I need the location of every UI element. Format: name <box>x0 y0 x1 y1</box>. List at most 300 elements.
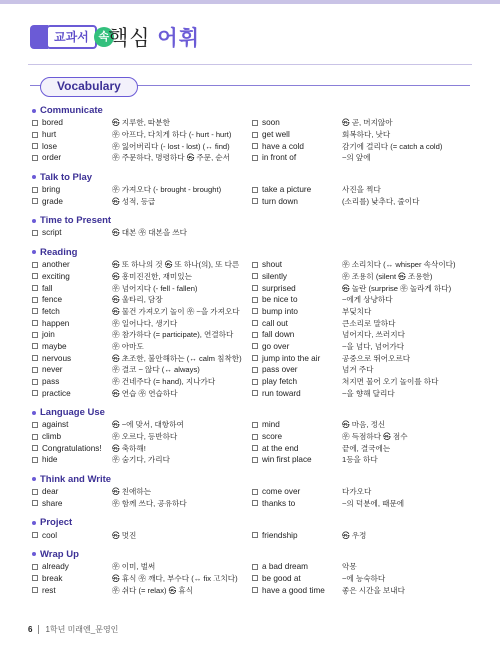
checkbox[interactable] <box>32 564 38 570</box>
vocab-meaning-text: (소리를) 낮추다, 줄이다 <box>342 196 420 206</box>
checkbox[interactable] <box>32 132 38 138</box>
vocab-meaning <box>112 376 252 387</box>
vocab-meaning <box>112 353 252 364</box>
vocab-meaning <box>112 443 252 454</box>
vocab-word-text: break <box>42 573 63 583</box>
vocab-word-text: have a cold <box>262 141 304 151</box>
vocab-word-text: win first place <box>262 455 312 465</box>
checkbox[interactable] <box>252 262 258 268</box>
vocab-meaning <box>112 196 252 207</box>
vocab-word-text: order <box>42 153 62 163</box>
vocab-row <box>32 376 472 388</box>
vocab-word <box>32 330 112 339</box>
vocab-meaning <box>112 431 252 442</box>
checkbox[interactable] <box>252 500 258 506</box>
checkbox[interactable] <box>32 422 38 428</box>
section-title <box>32 246 472 259</box>
vocab-meaning-text: ~에 능숙하다 <box>342 573 386 583</box>
checkbox[interactable] <box>252 285 258 291</box>
checkbox[interactable] <box>252 457 258 463</box>
vocab-word-text: grade <box>42 196 63 206</box>
section-title-text: Project <box>40 517 73 529</box>
vocab-word-text: have a good time <box>262 585 325 595</box>
vocab-word-text: Congratulations! <box>42 443 102 453</box>
vocab-word <box>252 118 342 127</box>
vocab-word-text: soon <box>262 118 280 128</box>
vocab-word <box>252 444 342 453</box>
vocab-row <box>32 329 472 341</box>
vocab-word <box>32 307 112 316</box>
vocab-word <box>32 342 112 351</box>
vocab-row <box>32 498 472 510</box>
checkbox[interactable] <box>252 198 258 204</box>
vocab-word-text: come over <box>262 487 301 497</box>
vocab-meaning-text: 1등을 하다 <box>342 455 378 465</box>
vocab-meaning-text: ㉿ 울타리, 담장 <box>112 295 163 305</box>
vocab-meaning <box>342 353 472 364</box>
vocab-word <box>32 444 112 453</box>
vocab-meaning-text: ㉾ 아프다, 다치게 하다 (- hurt - hurt) <box>112 130 232 140</box>
vocab-word <box>252 142 342 151</box>
footer-separator <box>38 625 39 634</box>
vocab-row <box>32 129 472 141</box>
vocab-word-text: fall <box>42 283 53 293</box>
checkbox[interactable] <box>252 343 258 349</box>
vocab-word-text: hurt <box>42 130 57 140</box>
section-title <box>32 548 472 561</box>
bullet-icon <box>32 477 36 481</box>
vocab-meaning <box>342 318 472 329</box>
checkbox[interactable] <box>252 143 258 149</box>
checkbox[interactable] <box>32 379 38 385</box>
vocab-word-text: never <box>42 365 63 375</box>
vocab-word <box>32 420 112 429</box>
vocab-word-text: run toward <box>262 388 301 398</box>
vocab-meaning-text: ㉿ 우정 <box>342 530 367 540</box>
checkbox[interactable] <box>252 587 258 593</box>
section-title-text: Wrap Up <box>40 548 79 560</box>
vocab-word-text: lose <box>42 141 58 151</box>
vocab-meaning <box>112 129 252 140</box>
vocab-word <box>252 197 342 206</box>
vocab-row <box>32 454 472 466</box>
vocab-word-text: fall down <box>262 330 295 340</box>
vocab-word <box>252 319 342 328</box>
vocab-word <box>32 185 112 194</box>
checkbox[interactable] <box>32 532 38 538</box>
vocab-meaning <box>112 283 252 294</box>
bullet-icon <box>32 521 36 525</box>
checkbox[interactable] <box>252 434 258 440</box>
vocab-meaning <box>112 530 252 541</box>
checkbox[interactable] <box>252 320 258 326</box>
vocab-meaning-text: ㉿ 지루한, 따분한 <box>112 118 170 128</box>
vocab-word-text: fetch <box>42 306 60 316</box>
vocab-meaning-text: ㉿ ~에 맞서, 대항하여 <box>112 420 184 430</box>
checkbox[interactable] <box>252 155 258 161</box>
vocab-row <box>32 259 472 271</box>
vocab-meaning <box>342 117 472 128</box>
vocab-meaning <box>112 486 252 497</box>
vocab-word <box>32 562 112 571</box>
checkbox[interactable] <box>252 575 258 581</box>
checkbox[interactable] <box>32 587 38 593</box>
vocab-meaning-text: ㉾ 주문하다, 명령하다 ㉿ 주문, 순서 <box>112 153 230 163</box>
vocab-meaning-text: 공중으로 뛰어오르다 <box>342 353 411 363</box>
vocab-word-text: get well <box>262 130 290 140</box>
bullet-icon <box>32 219 36 223</box>
vocab-word <box>32 319 112 328</box>
vocab-meaning-text: ㉾ 득점하다 ㉿ 점수 <box>342 432 408 442</box>
vocab-meaning-text: ~의 덕분에, 때문에 <box>342 498 405 508</box>
vocab-word-text: maybe <box>42 341 67 351</box>
vocab-meaning <box>342 129 472 140</box>
vocab-meaning-text: ㉾ 숨기다, 가리다 <box>112 455 170 465</box>
vocab-word-text: rest <box>42 585 56 595</box>
vocab-word <box>252 562 342 571</box>
vocab-meaning-text: ~을 넘다, 넘어가다 <box>342 341 405 351</box>
vocab-word-text: surprised <box>262 283 296 293</box>
section-title-text: Time to Present <box>40 215 112 227</box>
vocab-word <box>252 284 342 293</box>
vocab-row <box>32 486 472 498</box>
vocab-word <box>252 130 342 139</box>
footer-text: 1학년 미래엔_문영인 <box>45 624 119 634</box>
vocab-word <box>32 130 112 139</box>
section-title-text: Language Use <box>40 407 105 419</box>
vocab-word <box>252 487 342 496</box>
vocabulary-label: Vocabulary <box>40 77 138 97</box>
vocab-meaning <box>112 573 252 584</box>
vocab-word-text: score <box>262 432 283 442</box>
vocab-meaning-text: ㉾ 가져오다 (- brought - brought) <box>112 185 222 195</box>
vocab-meaning-text: 좋은 시간을 보내다 <box>342 585 405 595</box>
vocab-meaning-text: 부딪치다 <box>342 306 372 316</box>
vocab-word-text: happen <box>42 318 70 328</box>
vocab-word <box>252 185 342 194</box>
vocab-word-text: share <box>42 498 63 508</box>
vocab-row <box>32 140 472 152</box>
section-title <box>32 214 472 227</box>
vocab-meaning-text: 쳐지면 물어 오기 놀이를 하다 <box>342 377 439 387</box>
vocab-meaning-text: ㉿ 놀란 (surprise ㉾ 놀라게 하다) <box>342 283 452 293</box>
vocab-meaning <box>112 306 252 317</box>
vocab-meaning-text: ㉾ 아마도 <box>112 341 144 351</box>
vocab-word-text: join <box>42 330 55 340</box>
vocab-word <box>252 420 342 429</box>
vocabulary-list <box>32 104 472 603</box>
vocab-word-text: friendship <box>262 530 298 540</box>
vocab-meaning-text: ㉿ 휴식 ㉾ 깨다, 부수다 (↔ fix 고치다) <box>112 573 238 583</box>
checkbox[interactable] <box>32 355 38 361</box>
section-title-text: Reading <box>40 246 78 258</box>
vocab-meaning <box>342 530 472 541</box>
checkbox[interactable] <box>252 422 258 428</box>
vocab-row <box>32 117 472 129</box>
vocab-meaning <box>342 152 472 163</box>
vocab-row <box>32 227 472 239</box>
vocab-meaning <box>112 341 252 352</box>
checkbox[interactable] <box>252 132 258 138</box>
vocab-meaning <box>342 573 472 584</box>
checkbox[interactable] <box>32 575 38 581</box>
checkbox[interactable] <box>252 187 258 193</box>
checkbox[interactable] <box>252 532 258 538</box>
vocab-word-text: jump into the air <box>262 353 321 363</box>
vocab-meaning <box>112 498 252 509</box>
vocab-meaning <box>342 419 472 430</box>
vocab-meaning-text: ㉾ 소리치다 (↔ whisper 속삭이다) <box>342 260 456 270</box>
vocab-word <box>252 586 342 595</box>
vocab-row <box>32 184 472 196</box>
vocab-meaning <box>112 318 252 329</box>
vocab-word-text: be nice to <box>262 295 298 305</box>
checkbox[interactable] <box>252 390 258 396</box>
vocab-word <box>252 260 342 269</box>
checkbox[interactable] <box>32 297 38 303</box>
checkbox[interactable] <box>252 273 258 279</box>
vocab-word <box>252 307 342 316</box>
vocab-row <box>32 561 472 573</box>
checkbox[interactable] <box>32 500 38 506</box>
checkbox[interactable] <box>32 155 38 161</box>
vocab-meaning <box>112 561 252 572</box>
checkbox[interactable] <box>32 332 38 338</box>
checkbox[interactable] <box>252 332 258 338</box>
vocab-word-text: pass over <box>262 365 298 375</box>
checkbox[interactable] <box>32 143 38 149</box>
checkbox[interactable] <box>252 355 258 361</box>
vocab-meaning <box>342 364 472 375</box>
vocab-meaning-text: ㉾ 함께 쓰다, 공유하다 <box>112 498 187 508</box>
vocab-meaning <box>112 388 252 399</box>
vocab-meaning <box>112 329 252 340</box>
vocab-word <box>32 295 112 304</box>
checkbox[interactable] <box>252 297 258 303</box>
vocab-word-text: bring <box>42 185 61 195</box>
vocab-meaning-text: ㉾ 넘어지다 (- fell - fallen) <box>112 283 198 293</box>
checkbox[interactable] <box>252 564 258 570</box>
vocab-word <box>252 153 342 162</box>
checkbox[interactable] <box>32 343 38 349</box>
vocab-word <box>252 342 342 351</box>
vocab-meaning <box>112 117 252 128</box>
vocab-word <box>252 389 342 398</box>
vocab-word <box>32 487 112 496</box>
checkbox[interactable] <box>252 379 258 385</box>
vocab-meaning <box>112 259 252 270</box>
vocab-row <box>32 317 472 329</box>
vocab-word <box>252 365 342 374</box>
vocab-word <box>32 574 112 583</box>
bullet-icon <box>32 175 36 179</box>
vocab-meaning <box>342 486 472 497</box>
vocab-meaning-text: 넘겨 주다 <box>342 365 374 375</box>
vocab-word-text: already <box>42 562 69 572</box>
checkbox[interactable] <box>32 367 38 373</box>
vocab-meaning <box>112 271 252 282</box>
vocab-meaning-text: 회복하다, 낫다 <box>342 130 391 140</box>
page-header <box>0 0 500 72</box>
vocab-word <box>32 365 112 374</box>
checkbox[interactable] <box>32 187 38 193</box>
vocab-meaning <box>112 227 252 238</box>
checkbox[interactable] <box>32 457 38 463</box>
vocab-row <box>32 419 472 431</box>
vocab-meaning-text: ㉿ 연습 ㉾ 연습하다 <box>112 388 178 398</box>
bullet-icon <box>32 109 36 113</box>
vocab-meaning <box>112 152 252 163</box>
vocab-section <box>32 548 472 596</box>
vocab-word <box>32 272 112 281</box>
checkbox[interactable] <box>32 120 38 126</box>
vocab-word <box>252 455 342 464</box>
vocab-row <box>32 152 472 164</box>
vocab-word <box>252 272 342 281</box>
vocab-row <box>32 364 472 376</box>
checkbox[interactable] <box>252 489 258 495</box>
vocab-meaning-text: 넘어지다, 쓰러지다 <box>342 330 405 340</box>
vocab-word <box>32 284 112 293</box>
vocab-word-text: bump into <box>262 306 298 316</box>
vocab-row <box>32 306 472 318</box>
vocab-word-text: exciting <box>42 271 70 281</box>
vocab-row <box>32 387 472 399</box>
vocab-word <box>32 499 112 508</box>
vocab-meaning <box>342 271 472 282</box>
bullet-icon <box>32 552 36 556</box>
vocab-meaning <box>342 454 472 465</box>
vocab-meaning <box>342 196 472 207</box>
vocab-section <box>32 516 472 541</box>
vocab-word <box>32 389 112 398</box>
vocab-meaning-text: 큰소리로 말하다 <box>342 318 396 328</box>
vocab-word <box>32 142 112 151</box>
vocab-word <box>32 432 112 441</box>
textbook-logo <box>30 20 114 54</box>
vocab-meaning-text: ~에게 상냥하다 <box>342 295 393 305</box>
vocab-meaning <box>342 431 472 442</box>
checkbox[interactable] <box>32 285 38 291</box>
vocab-word <box>32 586 112 595</box>
vocab-word <box>32 197 112 206</box>
vocab-word <box>32 455 112 464</box>
vocab-meaning <box>112 454 252 465</box>
vocab-meaning-text: ㉿ 마음, 정신 <box>342 420 386 430</box>
checkbox[interactable] <box>32 308 38 314</box>
vocab-word-text: cool <box>42 530 58 540</box>
vocab-meaning-text: ㉾ 조용히 (silent ㉿ 조용한) <box>342 271 433 281</box>
vocab-meaning <box>342 283 472 294</box>
checkbox[interactable] <box>32 198 38 204</box>
vocab-word-text: pass <box>42 377 60 387</box>
vocab-section <box>32 406 472 466</box>
vocab-meaning-text: ㉿ 또 하나의 것 ㉿ 또 하나(의), 또 다른 <box>112 260 240 270</box>
vocab-word-text: climb <box>42 432 62 442</box>
checkbox[interactable] <box>32 489 38 495</box>
vocab-word-text: be good at <box>262 573 301 583</box>
vocab-row <box>32 282 472 294</box>
vocab-row <box>32 294 472 306</box>
vocab-word-text: at the end <box>262 443 299 453</box>
checkbox[interactable] <box>252 308 258 314</box>
vocab-meaning-text: ㉾ 잃어버리다 (- lost - lost) (↔ find) <box>112 141 230 151</box>
vocab-meaning-text: 다가오다 <box>342 487 372 497</box>
vocab-meaning <box>342 341 472 352</box>
vocab-meaning-text: ㉿ 곧, 머지않아 <box>342 118 393 128</box>
vocab-meaning-text: ㉿ 초조한, 불안해하는 (↔ calm 침착한) <box>112 353 242 363</box>
checkbox[interactable] <box>32 320 38 326</box>
bullet-icon <box>32 250 36 254</box>
vocab-meaning <box>342 388 472 399</box>
checkbox[interactable] <box>32 273 38 279</box>
checkbox[interactable] <box>252 445 258 451</box>
vocab-section <box>32 104 472 164</box>
vocab-meaning <box>342 259 472 270</box>
vocab-meaning-text: ㉾ 건네주다 (= hand), 지나가다 <box>112 377 216 387</box>
checkbox[interactable] <box>32 390 38 396</box>
vocab-meaning-text: 악몽 <box>342 562 357 572</box>
vocab-meaning-text: ㉾ 참가하다 (= participate), 연결하다 <box>112 330 234 340</box>
checkbox[interactable] <box>32 434 38 440</box>
vocab-row <box>32 195 472 207</box>
vocab-word <box>32 354 112 363</box>
vocab-word-text: call out <box>262 318 288 328</box>
checkbox[interactable] <box>32 230 38 236</box>
checkbox[interactable] <box>32 445 38 451</box>
vocab-word <box>32 153 112 162</box>
vocab-meaning-text: ㉾ 오르다, 등반하다 <box>112 432 178 442</box>
section-title-text: Think and Write <box>40 473 112 485</box>
vocab-row <box>32 573 472 585</box>
section-title-text: Communicate <box>40 105 103 116</box>
vocab-word-text: a bad dream <box>262 562 308 572</box>
vocab-meaning <box>342 141 472 152</box>
vocab-word <box>252 499 342 508</box>
vocab-word <box>252 330 342 339</box>
vocab-meaning-text: ~을 향해 달리다 <box>342 388 395 398</box>
vocab-word-text: bored <box>42 118 63 128</box>
vocab-row <box>32 442 472 454</box>
checkbox[interactable] <box>252 367 258 373</box>
section-title <box>32 473 472 486</box>
vocab-meaning <box>112 184 252 195</box>
vocab-word-text: practice <box>42 388 71 398</box>
vocab-section <box>32 473 472 509</box>
vocab-word-text: in front of <box>262 153 297 163</box>
vocab-meaning <box>342 561 472 572</box>
vocab-meaning <box>112 585 252 596</box>
logo-text: 교과서 <box>46 25 97 49</box>
vocab-meaning <box>342 306 472 317</box>
checkbox[interactable] <box>32 262 38 268</box>
bullet-icon <box>32 411 36 415</box>
vocab-meaning-text: ㉿ 물건 가져오기 놀이 ㉾ ~을 가져오다 <box>112 306 240 316</box>
vocab-word <box>32 260 112 269</box>
section-title <box>32 516 472 529</box>
page-title-part2: 어휘 <box>157 27 200 50</box>
vocab-word-text: go over <box>262 341 290 351</box>
vocab-meaning <box>342 329 472 340</box>
vocab-meaning-text: ~의 앞에 <box>342 153 371 163</box>
vocab-meaning <box>342 443 472 454</box>
header-divider <box>28 64 472 65</box>
vocab-section <box>32 171 472 207</box>
checkbox[interactable] <box>252 120 258 126</box>
vocab-word-text: play fetch <box>262 377 298 387</box>
vocab-meaning <box>342 294 472 305</box>
section-title <box>32 406 472 419</box>
